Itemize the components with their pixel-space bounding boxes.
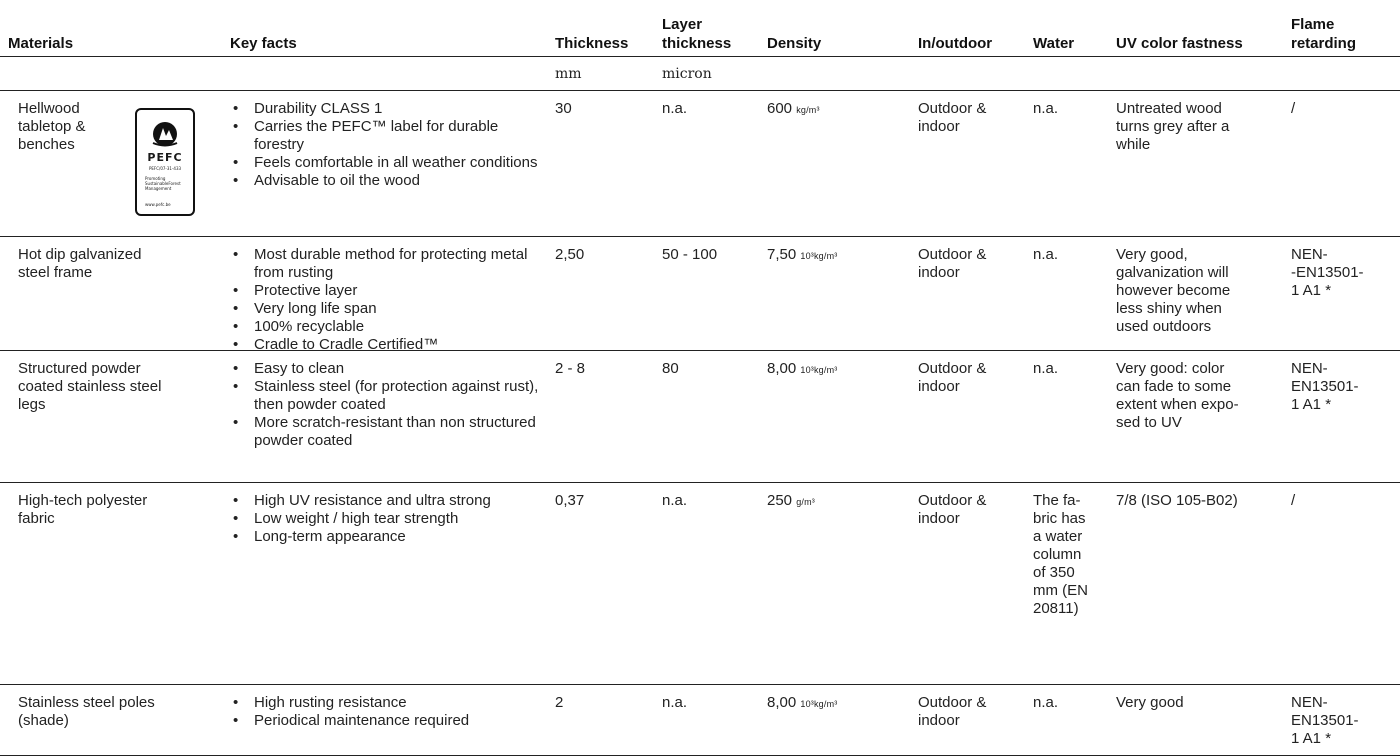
flame-line: EN13501-	[1291, 378, 1359, 395]
thickness-cell: 2	[555, 694, 564, 711]
pefc-promo-line2: SustainableForest	[145, 181, 181, 186]
density-unit: kg/m³	[796, 105, 820, 115]
header-flame-retarding	[1291, 15, 1356, 53]
uv-cell	[1116, 492, 1238, 510]
flame-cell	[1291, 246, 1364, 300]
key-fact-item: • High UV resistance and ultra strong	[230, 492, 540, 510]
key-facts-cell	[230, 694, 540, 730]
in-outdoor-line: Outdoor &	[918, 492, 987, 509]
layer-thickness-cell: n.a.	[662, 492, 688, 509]
water-line: bric has	[1033, 510, 1086, 527]
water-line: n.a.	[1033, 360, 1059, 377]
uv-line: however become	[1116, 282, 1231, 299]
pefc-code: PEFC/07-31-433	[148, 166, 182, 171]
uv-line: galvanization will	[1116, 264, 1229, 281]
key-facts-list	[230, 492, 540, 546]
in-outdoor-cell	[918, 360, 986, 396]
density-unit: 10³kg/m³	[800, 365, 838, 375]
water-line: of 350	[1033, 564, 1075, 581]
flame-line: /	[1291, 100, 1296, 117]
uv-cell	[1116, 246, 1230, 336]
flame-line: /	[1291, 492, 1296, 509]
header-flame-line1: Flame	[1291, 16, 1335, 33]
in-outdoor-line: indoor	[918, 264, 960, 281]
uv-line: sed to UV	[1116, 414, 1182, 431]
material-cell	[18, 694, 155, 730]
header-layer-thickness	[662, 15, 731, 53]
density-cell	[767, 100, 820, 119]
header-water: Water	[1033, 35, 1075, 52]
material-cell	[18, 360, 161, 414]
water-line: 20811)	[1033, 600, 1079, 617]
table-row	[0, 351, 1400, 483]
layer-thickness-cell: 50 - 100	[662, 246, 718, 263]
water-line: a water	[1033, 528, 1083, 545]
material-line: Structured powder	[18, 360, 141, 377]
material-line: Hellwood	[18, 100, 80, 117]
material-cell	[18, 246, 141, 282]
key-facts-cell	[230, 246, 540, 354]
pefc-promo	[145, 176, 191, 191]
in-outdoor-line: Outdoor &	[918, 100, 987, 117]
layer-thickness-cell: n.a.	[662, 100, 688, 117]
table-row	[0, 685, 1400, 756]
flame-cell	[1291, 360, 1359, 414]
material-line: legs	[18, 396, 46, 413]
key-fact-item: • Periodical maintenance required	[230, 712, 540, 730]
key-fact-item: • Very long life span	[230, 300, 540, 318]
key-facts-list	[230, 360, 540, 450]
header-materials: Materials	[8, 35, 74, 52]
uv-line: less shiny when	[1116, 300, 1222, 317]
key-fact-item: • Easy to clean	[230, 360, 540, 378]
flame-line: NEN-	[1291, 360, 1328, 377]
key-fact-item: • 100% recyclable	[230, 318, 540, 336]
key-fact-item: • Protective layer	[230, 282, 540, 300]
header-uv-color-fastness: UV color fastness	[1116, 35, 1243, 52]
header-in-outdoor: In/outdoor	[918, 35, 993, 52]
density-cell	[767, 246, 837, 265]
header-thickness: Thickness	[555, 35, 629, 52]
key-facts-cell	[230, 360, 540, 450]
material-line: coated stainless steel	[18, 378, 162, 395]
pefc-promo-line3: Management	[145, 186, 172, 191]
table-row	[0, 91, 1400, 237]
uv-line: while	[1116, 136, 1151, 153]
flame-line: 1 A1 *	[1291, 282, 1332, 299]
flame-line: 1 A1 *	[1291, 730, 1332, 747]
pefc-promo-line1: Promoting	[145, 176, 166, 181]
key-facts-list	[230, 100, 540, 190]
uv-cell	[1116, 360, 1239, 432]
uv-line: 7/8 (ISO 105-B02)	[1116, 492, 1238, 509]
pefc-tree-logo-icon	[150, 119, 180, 147]
density-value: 600	[767, 100, 793, 117]
pefc-url: www.pefc.be	[145, 202, 171, 207]
header-layer-thickness-line1: Layer	[662, 16, 703, 33]
key-facts-cell	[230, 492, 540, 546]
density-value: 8,00	[767, 360, 797, 377]
layer-thickness-cell: n.a.	[662, 694, 688, 711]
density-unit: g/m³	[796, 497, 816, 507]
material-line: Hot dip galvanized	[18, 246, 142, 263]
material-line: steel frame	[18, 264, 93, 281]
in-outdoor-cell	[918, 246, 986, 282]
density-cell	[767, 360, 837, 379]
thickness-cell: 0,37	[555, 492, 585, 509]
pefc-logo	[135, 108, 195, 216]
flame-cell	[1291, 694, 1359, 748]
table-row	[0, 237, 1400, 351]
flame-line: EN13501-	[1291, 712, 1359, 729]
material-line: fabric	[18, 510, 55, 527]
flame-line: NEN-	[1291, 694, 1328, 711]
key-fact-item: • Carries the PEFC™ label for durable forestry	[230, 118, 540, 154]
material-line: tabletop &	[18, 118, 86, 135]
thickness-cell: 2 - 8	[555, 360, 586, 377]
key-fact-item: • Low weight / high tear strength	[230, 510, 540, 528]
key-fact-item: • Feels comfortable in all weather conditions	[230, 154, 540, 172]
uv-line: Very good,	[1116, 246, 1188, 263]
density-value: 8,00	[767, 694, 797, 711]
water-cell	[1033, 100, 1058, 118]
in-outdoor-line: indoor	[918, 118, 960, 135]
flame-line: -EN13501-	[1291, 264, 1364, 281]
density-cell	[767, 492, 815, 511]
unit-layer-thickness: micron	[662, 66, 712, 82]
key-fact-item: • Cradle to Cradle Certified™	[230, 336, 540, 354]
water-line: column	[1033, 546, 1082, 563]
key-fact-item: • High rusting resistance	[230, 694, 540, 712]
thickness-cell: 2,50	[555, 246, 585, 263]
material-cell	[18, 492, 147, 528]
flame-line: NEN-	[1291, 246, 1328, 263]
layer-thickness-cell: 80	[662, 360, 679, 377]
uv-line: Very good	[1116, 694, 1184, 711]
key-fact-item: • More scratch-resistant than non structured powder coated	[230, 414, 540, 450]
in-outdoor-line: Outdoor &	[918, 694, 987, 711]
pefc-word: PEFC	[147, 151, 183, 164]
flame-line: 1 A1 *	[1291, 396, 1332, 413]
key-fact-item: • Durability CLASS 1	[230, 100, 540, 118]
table-header	[0, 0, 1400, 57]
in-outdoor-line: indoor	[918, 510, 960, 527]
in-outdoor-cell	[918, 100, 986, 136]
uv-line: used outdoors	[1116, 318, 1212, 335]
header-key-facts: Key facts	[230, 35, 297, 52]
flame-cell	[1291, 492, 1295, 510]
uv-cell	[1116, 694, 1184, 712]
water-cell	[1033, 492, 1088, 618]
water-cell	[1033, 360, 1058, 378]
uv-line: turns grey after a	[1116, 118, 1230, 135]
density-value: 7,50	[767, 246, 797, 263]
water-line: n.a.	[1033, 100, 1059, 117]
uv-line: extent when expo-	[1116, 396, 1239, 413]
key-facts-cell	[230, 100, 540, 190]
in-outdoor-cell	[918, 492, 986, 528]
unit-thickness: mm	[555, 66, 582, 82]
material-cell	[18, 100, 86, 154]
in-outdoor-line: Outdoor &	[918, 246, 987, 263]
key-fact-item: • Most durable method for protecting metal from rusting	[230, 246, 540, 282]
uv-line: can fade to some	[1116, 378, 1232, 395]
in-outdoor-line: indoor	[918, 712, 960, 729]
uv-line: Untreated wood	[1116, 100, 1222, 117]
density-unit: 10³kg/m³	[800, 699, 838, 709]
table-row	[0, 483, 1400, 685]
header-layer-thickness-line2: thickness	[662, 35, 732, 52]
density-unit: 10³kg/m³	[800, 251, 838, 261]
uv-cell	[1116, 100, 1229, 154]
units-row	[0, 57, 1400, 91]
in-outdoor-line: Outdoor &	[918, 360, 987, 377]
key-facts-list	[230, 694, 540, 730]
in-outdoor-line: indoor	[918, 378, 960, 395]
material-line: benches	[18, 136, 75, 153]
water-cell	[1033, 246, 1058, 264]
header-density: Density	[767, 35, 822, 52]
thickness-cell: 30	[555, 100, 572, 117]
flame-cell	[1291, 100, 1295, 118]
key-fact-item: • Long-term appearance	[230, 528, 540, 546]
water-line: The fa-	[1033, 492, 1081, 509]
water-cell	[1033, 694, 1058, 712]
in-outdoor-cell	[918, 694, 986, 730]
key-fact-item: • Stainless steel (for protection against rust), then powder coated	[230, 378, 540, 414]
water-line: n.a.	[1033, 246, 1059, 263]
material-line: High-tech polyester	[18, 492, 148, 509]
water-line: n.a.	[1033, 694, 1059, 711]
header-flame-line2: retarding	[1291, 35, 1357, 52]
density-value: 250	[767, 492, 793, 509]
material-line: Stainless steel poles	[18, 694, 155, 711]
key-facts-list	[230, 246, 540, 354]
water-line: mm (EN	[1033, 582, 1088, 599]
material-line: (shade)	[18, 712, 69, 729]
uv-line: Very good: color	[1116, 360, 1225, 377]
density-cell	[767, 694, 837, 713]
key-fact-item: • Advisable to oil the wood	[230, 172, 540, 190]
